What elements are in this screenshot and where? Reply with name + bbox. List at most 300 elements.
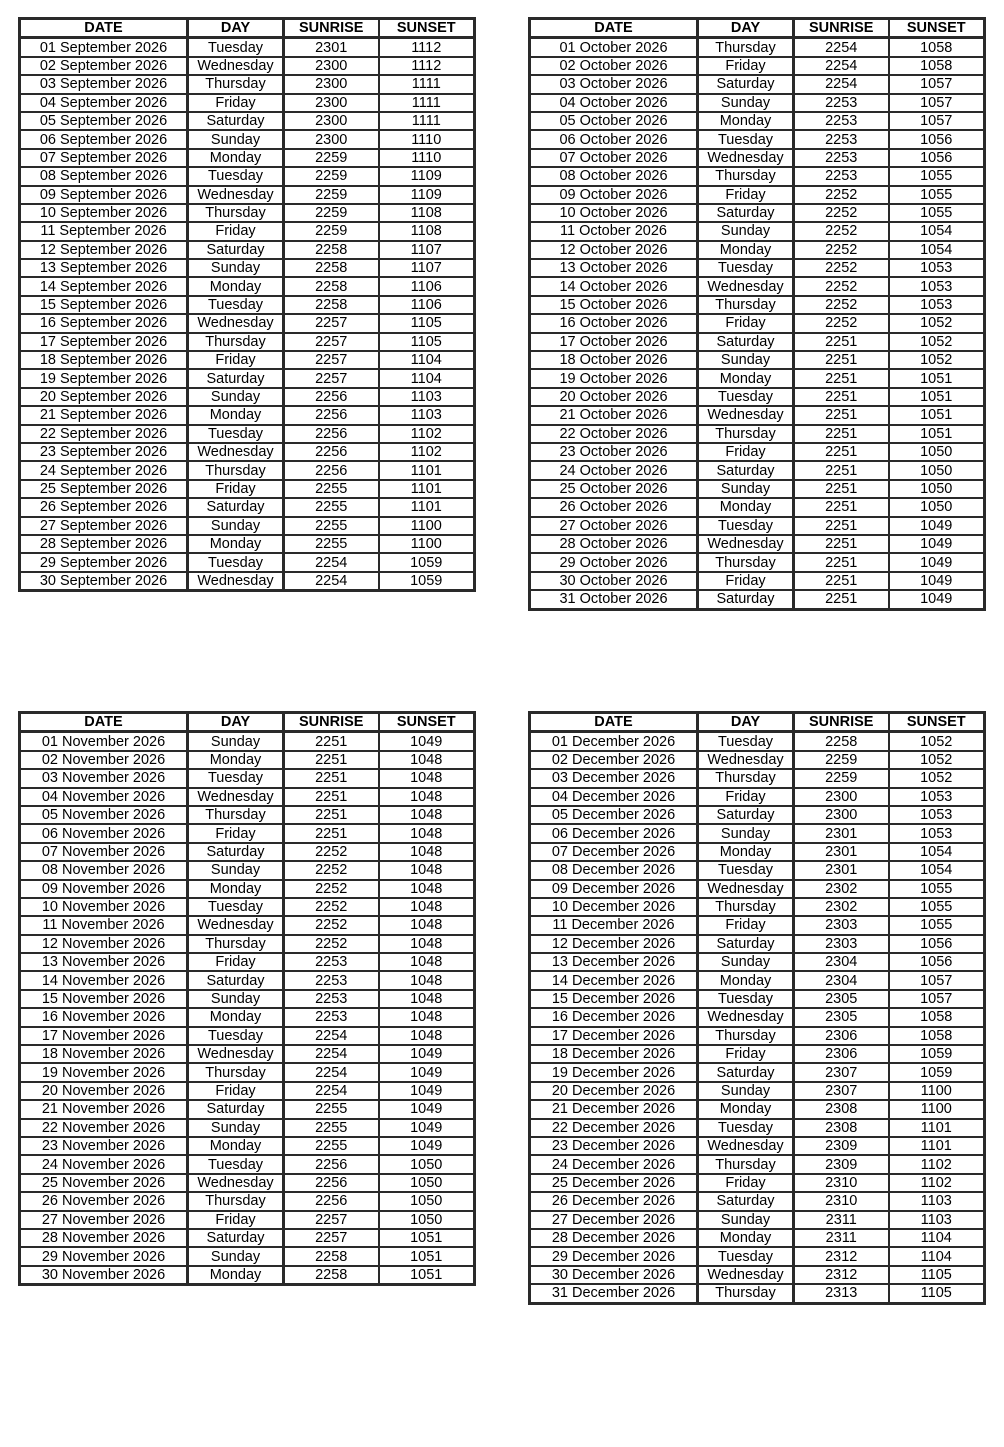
table-row bbox=[20, 1266, 475, 1285]
table-row bbox=[20, 498, 475, 516]
day-cell: Monday bbox=[698, 971, 794, 989]
table-row bbox=[20, 1100, 475, 1118]
sunrise-cell: 2257 bbox=[284, 351, 379, 369]
day-cell: Sunday bbox=[698, 824, 794, 842]
sunrise-cell: 2251 bbox=[794, 333, 889, 351]
table-row bbox=[530, 517, 985, 535]
date-cell: 27 October 2026 bbox=[530, 517, 698, 535]
date-cell: 27 September 2026 bbox=[20, 517, 188, 535]
sunrise-cell: 2259 bbox=[284, 222, 379, 240]
day-cell: Thursday bbox=[188, 1063, 284, 1081]
day-cell: Friday bbox=[188, 351, 284, 369]
sunrise-cell: 2258 bbox=[284, 1266, 379, 1285]
table-row bbox=[530, 498, 985, 516]
sunrise-cell: 2252 bbox=[284, 935, 379, 953]
sunset-cell: 1048 bbox=[379, 990, 475, 1008]
date-cell: 03 November 2026 bbox=[20, 769, 188, 787]
sunrise-cell: 2254 bbox=[794, 75, 889, 93]
date-cell: 30 October 2026 bbox=[530, 572, 698, 590]
table-row bbox=[20, 1229, 475, 1247]
date-cell: 21 December 2026 bbox=[530, 1100, 698, 1118]
table-row bbox=[20, 461, 475, 479]
sunset-cell: 1048 bbox=[379, 1008, 475, 1026]
sunrise-cell: 2254 bbox=[284, 1027, 379, 1045]
header-day: DAY bbox=[698, 713, 794, 732]
sunrise-cell: 2251 bbox=[284, 806, 379, 824]
date-cell: 01 December 2026 bbox=[530, 732, 698, 751]
day-cell: Monday bbox=[188, 406, 284, 424]
day-cell: Friday bbox=[698, 314, 794, 332]
sunrise-cell: 2313 bbox=[794, 1284, 889, 1303]
sunrise-cell: 2259 bbox=[284, 186, 379, 204]
day-cell: Saturday bbox=[188, 498, 284, 516]
date-cell: 21 November 2026 bbox=[20, 1100, 188, 1118]
date-cell: 23 November 2026 bbox=[20, 1137, 188, 1155]
day-cell: Friday bbox=[188, 953, 284, 971]
sunrise-cell: 2251 bbox=[284, 788, 379, 806]
date-cell: 19 October 2026 bbox=[530, 369, 698, 387]
table-row bbox=[530, 880, 985, 898]
sunrise-cell: 2251 bbox=[794, 351, 889, 369]
table-row bbox=[20, 296, 475, 314]
day-cell: Thursday bbox=[698, 898, 794, 916]
table-row bbox=[530, 94, 985, 112]
header-sunset: SUNSET bbox=[889, 713, 985, 732]
sunrise-cell: 2251 bbox=[794, 553, 889, 571]
date-cell: 21 September 2026 bbox=[20, 406, 188, 424]
table-row bbox=[20, 898, 475, 916]
day-cell: Saturday bbox=[188, 1229, 284, 1247]
date-cell: 10 December 2026 bbox=[530, 898, 698, 916]
day-cell: Thursday bbox=[698, 167, 794, 185]
sunset-cell: 1101 bbox=[889, 1137, 985, 1155]
sunset-cell: 1050 bbox=[379, 1155, 475, 1173]
day-cell: Tuesday bbox=[698, 130, 794, 148]
sunset-cell: 1102 bbox=[379, 425, 475, 443]
sunrise-cell: 2251 bbox=[794, 498, 889, 516]
sunrise-cell: 2309 bbox=[794, 1137, 889, 1155]
date-cell: 05 September 2026 bbox=[20, 112, 188, 130]
date-cell: 20 September 2026 bbox=[20, 388, 188, 406]
day-cell: Wednesday bbox=[698, 149, 794, 167]
date-cell: 15 October 2026 bbox=[530, 296, 698, 314]
sunset-cell: 1055 bbox=[889, 916, 985, 934]
sunrise-cell: 2255 bbox=[284, 498, 379, 516]
table-september bbox=[18, 17, 476, 592]
table-row bbox=[530, 167, 985, 185]
day-cell: Tuesday bbox=[698, 861, 794, 879]
table-row bbox=[20, 953, 475, 971]
table-row bbox=[20, 553, 475, 571]
sunset-cell: 1052 bbox=[889, 314, 985, 332]
table-row bbox=[20, 130, 475, 148]
sunset-cell: 1048 bbox=[379, 769, 475, 787]
date-cell: 04 October 2026 bbox=[530, 94, 698, 112]
table-row bbox=[530, 535, 985, 553]
date-cell: 30 November 2026 bbox=[20, 1266, 188, 1285]
date-cell: 05 November 2026 bbox=[20, 806, 188, 824]
date-cell: 29 December 2026 bbox=[530, 1247, 698, 1265]
sunrise-cell: 2312 bbox=[794, 1247, 889, 1265]
table-row bbox=[530, 186, 985, 204]
date-cell: 14 October 2026 bbox=[530, 277, 698, 295]
sunset-cell: 1048 bbox=[379, 971, 475, 989]
day-cell: Sunday bbox=[698, 222, 794, 240]
sunrise-cell: 2252 bbox=[794, 277, 889, 295]
sunset-cell: 1048 bbox=[379, 880, 475, 898]
sunrise-cell: 2257 bbox=[284, 1229, 379, 1247]
date-cell: 15 November 2026 bbox=[20, 990, 188, 1008]
day-cell: Saturday bbox=[188, 971, 284, 989]
table-row bbox=[20, 769, 475, 787]
day-cell: Thursday bbox=[698, 1155, 794, 1173]
sunrise-cell: 2251 bbox=[794, 590, 889, 609]
sunset-cell: 1052 bbox=[889, 333, 985, 351]
date-cell: 17 November 2026 bbox=[20, 1027, 188, 1045]
sunset-cell: 1049 bbox=[379, 1063, 475, 1081]
header-date: DATE bbox=[530, 713, 698, 732]
sunrise-cell: 2252 bbox=[284, 898, 379, 916]
table-row bbox=[530, 277, 985, 295]
sunset-cell: 1053 bbox=[889, 806, 985, 824]
day-cell: Friday bbox=[188, 824, 284, 842]
sunset-cell: 1109 bbox=[379, 167, 475, 185]
sunrise-cell: 2252 bbox=[794, 296, 889, 314]
sunset-cell: 1111 bbox=[379, 75, 475, 93]
table-row bbox=[20, 1192, 475, 1210]
sunrise-cell: 2304 bbox=[794, 953, 889, 971]
sunset-cell: 1048 bbox=[379, 806, 475, 824]
sunset-cell: 1058 bbox=[889, 38, 985, 57]
sunrise-cell: 2259 bbox=[284, 149, 379, 167]
day-cell: Wednesday bbox=[188, 788, 284, 806]
table-row bbox=[20, 1211, 475, 1229]
sunset-cell: 1048 bbox=[379, 935, 475, 953]
sunset-cell: 1048 bbox=[379, 1027, 475, 1045]
sunset-cell: 1049 bbox=[889, 572, 985, 590]
date-cell: 09 September 2026 bbox=[20, 186, 188, 204]
header-day: DAY bbox=[698, 19, 794, 38]
date-cell: 11 December 2026 bbox=[530, 916, 698, 934]
sunset-cell: 1049 bbox=[379, 732, 475, 751]
table-row bbox=[20, 369, 475, 387]
sunset-cell: 1049 bbox=[889, 553, 985, 571]
sunset-cell: 1105 bbox=[889, 1284, 985, 1303]
sunset-cell: 1056 bbox=[889, 953, 985, 971]
sunrise-cell: 2309 bbox=[794, 1155, 889, 1173]
day-cell: Tuesday bbox=[698, 517, 794, 535]
sunrise-cell: 2300 bbox=[794, 806, 889, 824]
day-cell: Sunday bbox=[188, 1119, 284, 1137]
date-cell: 08 October 2026 bbox=[530, 167, 698, 185]
sunrise-cell: 2252 bbox=[284, 916, 379, 934]
table-row bbox=[20, 222, 475, 240]
sunrise-cell: 2305 bbox=[794, 990, 889, 1008]
table-row bbox=[20, 824, 475, 842]
date-cell: 25 November 2026 bbox=[20, 1174, 188, 1192]
sunrise-cell: 2253 bbox=[794, 149, 889, 167]
table-row bbox=[20, 1119, 475, 1137]
date-cell: 22 December 2026 bbox=[530, 1119, 698, 1137]
table-row bbox=[20, 314, 475, 332]
date-cell: 11 September 2026 bbox=[20, 222, 188, 240]
table-row bbox=[20, 333, 475, 351]
day-cell: Saturday bbox=[698, 461, 794, 479]
date-cell: 01 November 2026 bbox=[20, 732, 188, 751]
sunrise-cell: 2300 bbox=[284, 112, 379, 130]
date-cell: 20 December 2026 bbox=[530, 1082, 698, 1100]
date-cell: 14 September 2026 bbox=[20, 277, 188, 295]
date-cell: 19 September 2026 bbox=[20, 369, 188, 387]
sunset-cell: 1058 bbox=[889, 1027, 985, 1045]
table-row bbox=[20, 406, 475, 424]
sunrise-cell: 2251 bbox=[794, 480, 889, 498]
table-row bbox=[20, 186, 475, 204]
sunrise-cell: 2251 bbox=[794, 425, 889, 443]
sunrise-cell: 2251 bbox=[284, 751, 379, 769]
day-cell: Wednesday bbox=[698, 535, 794, 553]
sunset-cell: 1050 bbox=[889, 480, 985, 498]
table-row bbox=[20, 149, 475, 167]
sunrise-cell: 2253 bbox=[284, 971, 379, 989]
day-cell: Thursday bbox=[698, 1284, 794, 1303]
sunrise-cell: 2252 bbox=[794, 314, 889, 332]
date-cell: 17 September 2026 bbox=[20, 333, 188, 351]
table-october bbox=[528, 17, 986, 611]
day-cell: Monday bbox=[698, 843, 794, 861]
sunset-cell: 1101 bbox=[379, 480, 475, 498]
sunrise-cell: 2252 bbox=[794, 204, 889, 222]
sunset-cell: 1052 bbox=[889, 769, 985, 787]
day-cell: Monday bbox=[698, 369, 794, 387]
sunrise-cell: 2301 bbox=[794, 824, 889, 842]
table-row bbox=[530, 1027, 985, 1045]
day-cell: Friday bbox=[188, 480, 284, 498]
date-cell: 06 October 2026 bbox=[530, 130, 698, 148]
date-cell: 24 December 2026 bbox=[530, 1155, 698, 1173]
sunset-cell: 1048 bbox=[379, 916, 475, 934]
day-cell: Tuesday bbox=[698, 388, 794, 406]
table-row bbox=[530, 1174, 985, 1192]
sunrise-cell: 2259 bbox=[284, 204, 379, 222]
sunrise-cell: 2310 bbox=[794, 1192, 889, 1210]
sunrise-cell: 2301 bbox=[794, 843, 889, 861]
date-cell: 03 September 2026 bbox=[20, 75, 188, 93]
sunrise-cell: 2259 bbox=[284, 167, 379, 185]
day-cell: Thursday bbox=[698, 38, 794, 57]
date-cell: 23 December 2026 bbox=[530, 1137, 698, 1155]
table-row bbox=[530, 916, 985, 934]
date-cell: 10 November 2026 bbox=[20, 898, 188, 916]
day-cell: Tuesday bbox=[188, 296, 284, 314]
table-row bbox=[530, 351, 985, 369]
date-cell: 08 November 2026 bbox=[20, 861, 188, 879]
date-cell: 04 December 2026 bbox=[530, 788, 698, 806]
day-cell: Tuesday bbox=[188, 553, 284, 571]
date-cell: 05 December 2026 bbox=[530, 806, 698, 824]
date-cell: 22 October 2026 bbox=[530, 425, 698, 443]
table-row bbox=[530, 1284, 985, 1303]
day-cell: Friday bbox=[698, 57, 794, 75]
table-row bbox=[20, 1045, 475, 1063]
day-cell: Monday bbox=[188, 149, 284, 167]
table-row bbox=[530, 406, 985, 424]
day-cell: Friday bbox=[698, 1174, 794, 1192]
table-row bbox=[20, 388, 475, 406]
date-cell: 07 November 2026 bbox=[20, 843, 188, 861]
day-cell: Thursday bbox=[188, 75, 284, 93]
day-cell: Monday bbox=[698, 112, 794, 130]
table-row bbox=[20, 1082, 475, 1100]
sunrise-cell: 2303 bbox=[794, 916, 889, 934]
date-cell: 15 September 2026 bbox=[20, 296, 188, 314]
sunrise-cell: 2300 bbox=[284, 75, 379, 93]
table-row bbox=[20, 861, 475, 879]
date-cell: 16 September 2026 bbox=[20, 314, 188, 332]
sunset-cell: 1059 bbox=[379, 553, 475, 571]
table-row bbox=[530, 259, 985, 277]
sunrise-cell: 2256 bbox=[284, 388, 379, 406]
table-row bbox=[530, 461, 985, 479]
table-row bbox=[530, 388, 985, 406]
sunset-cell: 1050 bbox=[889, 461, 985, 479]
table-row bbox=[530, 1192, 985, 1210]
sunrise-cell: 2254 bbox=[284, 1082, 379, 1100]
sunset-cell: 1057 bbox=[889, 112, 985, 130]
sunrise-cell: 2254 bbox=[794, 57, 889, 75]
date-cell: 11 October 2026 bbox=[530, 222, 698, 240]
day-cell: Thursday bbox=[188, 204, 284, 222]
sunset-cell: 1105 bbox=[889, 1266, 985, 1284]
day-cell: Sunday bbox=[188, 517, 284, 535]
header-sunset: SUNSET bbox=[889, 19, 985, 38]
date-cell: 23 September 2026 bbox=[20, 443, 188, 461]
sunrise-cell: 2252 bbox=[284, 843, 379, 861]
date-cell: 25 September 2026 bbox=[20, 480, 188, 498]
sunset-cell: 1049 bbox=[379, 1100, 475, 1118]
sunset-cell: 1049 bbox=[379, 1045, 475, 1063]
date-cell: 16 December 2026 bbox=[530, 1008, 698, 1026]
sunrise-cell: 2307 bbox=[794, 1063, 889, 1081]
day-cell: Wednesday bbox=[698, 1008, 794, 1026]
sunrise-cell: 2256 bbox=[284, 1155, 379, 1173]
sunset-cell: 1104 bbox=[379, 351, 475, 369]
sunset-cell: 1051 bbox=[889, 425, 985, 443]
day-cell: Wednesday bbox=[188, 186, 284, 204]
table-row bbox=[20, 1174, 475, 1192]
sunrise-cell: 2306 bbox=[794, 1027, 889, 1045]
day-cell: Monday bbox=[188, 880, 284, 898]
table-row bbox=[20, 351, 475, 369]
sunrise-cell: 2256 bbox=[284, 425, 379, 443]
sunset-cell: 1055 bbox=[889, 880, 985, 898]
day-cell: Saturday bbox=[698, 806, 794, 824]
sunset-cell: 1048 bbox=[379, 843, 475, 861]
sunrise-cell: 2256 bbox=[284, 406, 379, 424]
day-cell: Thursday bbox=[698, 553, 794, 571]
sunrise-cell: 2254 bbox=[794, 38, 889, 57]
date-cell: 29 September 2026 bbox=[20, 553, 188, 571]
sunset-cell: 1105 bbox=[379, 314, 475, 332]
sunset-cell: 1049 bbox=[379, 1119, 475, 1137]
sunset-cell: 1055 bbox=[889, 167, 985, 185]
table-row bbox=[20, 732, 475, 751]
date-cell: 26 October 2026 bbox=[530, 498, 698, 516]
date-cell: 25 December 2026 bbox=[530, 1174, 698, 1192]
date-cell: 09 December 2026 bbox=[530, 880, 698, 898]
sunset-cell: 1055 bbox=[889, 204, 985, 222]
day-cell: Wednesday bbox=[188, 916, 284, 934]
table-row bbox=[530, 1119, 985, 1137]
table-row bbox=[20, 1027, 475, 1045]
day-cell: Wednesday bbox=[188, 443, 284, 461]
table-row bbox=[20, 425, 475, 443]
date-cell: 26 September 2026 bbox=[20, 498, 188, 516]
sunrise-cell: 2251 bbox=[284, 769, 379, 787]
day-cell: Tuesday bbox=[188, 38, 284, 57]
date-cell: 30 December 2026 bbox=[530, 1266, 698, 1284]
date-cell: 02 September 2026 bbox=[20, 57, 188, 75]
sunrise-cell: 2255 bbox=[284, 535, 379, 553]
sunset-cell: 1108 bbox=[379, 222, 475, 240]
header-sunset: SUNSET bbox=[379, 713, 475, 732]
sunrise-cell: 2305 bbox=[794, 1008, 889, 1026]
sunset-cell: 1054 bbox=[889, 861, 985, 879]
date-cell: 06 September 2026 bbox=[20, 130, 188, 148]
sunrise-cell: 2256 bbox=[284, 443, 379, 461]
date-cell: 11 November 2026 bbox=[20, 916, 188, 934]
sunset-cell: 1058 bbox=[889, 1008, 985, 1026]
table-row bbox=[530, 590, 985, 609]
sunrise-cell: 2301 bbox=[284, 38, 379, 57]
day-cell: Wednesday bbox=[698, 1137, 794, 1155]
date-cell: 23 October 2026 bbox=[530, 443, 698, 461]
sunrise-cell: 2256 bbox=[284, 461, 379, 479]
table-november bbox=[18, 711, 476, 1286]
day-cell: Monday bbox=[698, 241, 794, 259]
sunrise-cell: 2255 bbox=[284, 1100, 379, 1118]
sunrise-cell: 2254 bbox=[284, 553, 379, 571]
table-row bbox=[20, 94, 475, 112]
day-cell: Monday bbox=[188, 277, 284, 295]
sunset-cell: 1110 bbox=[379, 149, 475, 167]
table-row bbox=[20, 1137, 475, 1155]
sunset-cell: 1053 bbox=[889, 277, 985, 295]
sunset-cell: 1051 bbox=[889, 406, 985, 424]
date-cell: 27 November 2026 bbox=[20, 1211, 188, 1229]
sunset-cell: 1057 bbox=[889, 990, 985, 1008]
sunrise-cell: 2303 bbox=[794, 935, 889, 953]
sunrise-cell: 2254 bbox=[284, 1045, 379, 1063]
date-cell: 01 October 2026 bbox=[530, 38, 698, 57]
date-cell: 20 November 2026 bbox=[20, 1082, 188, 1100]
day-cell: Tuesday bbox=[188, 167, 284, 185]
table-row bbox=[20, 990, 475, 1008]
day-cell: Sunday bbox=[188, 388, 284, 406]
table-row bbox=[20, 204, 475, 222]
table-row bbox=[20, 259, 475, 277]
sunrise-cell: 2257 bbox=[284, 1211, 379, 1229]
sunset-cell: 1050 bbox=[889, 498, 985, 516]
sunrise-cell: 2251 bbox=[794, 369, 889, 387]
sunset-cell: 1052 bbox=[889, 351, 985, 369]
day-cell: Saturday bbox=[698, 590, 794, 609]
sunset-cell: 1051 bbox=[889, 369, 985, 387]
sunrise-cell: 2300 bbox=[284, 130, 379, 148]
sunrise-cell: 2301 bbox=[794, 861, 889, 879]
day-cell: Wednesday bbox=[188, 314, 284, 332]
table-row bbox=[530, 443, 985, 461]
